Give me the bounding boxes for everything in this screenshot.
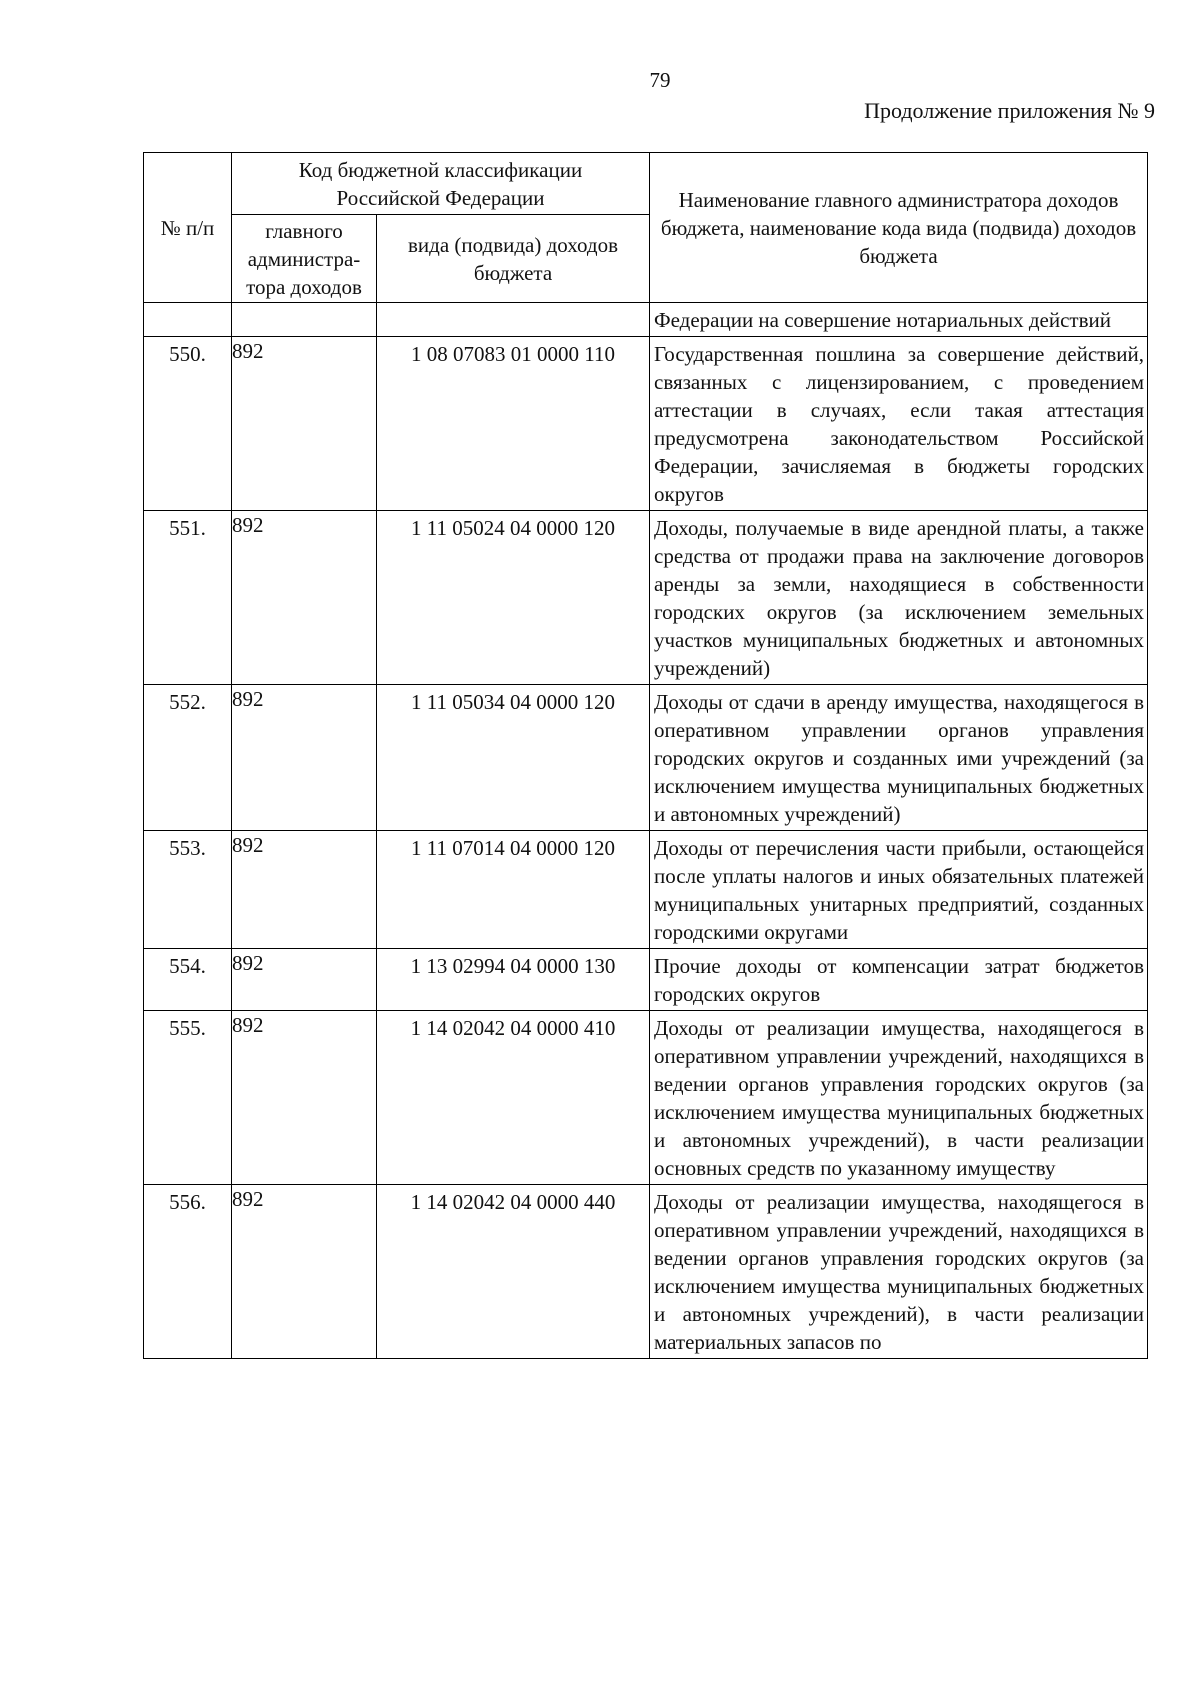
revenue-description: Федерации на совершение нотариальных действий (650, 303, 1148, 337)
header-name: Наименование главного администратора доходов бюджета, наименование кода вида (подвида) доходов бюджета (650, 153, 1148, 303)
table-row (144, 831, 1148, 949)
admin-code: 892 (232, 685, 377, 831)
header-code-group: Код бюджетной классификации Российской Федерации (232, 153, 650, 215)
revenue-description: Прочие доходы от компенсации затрат бюджетов городских округов (650, 949, 1148, 1011)
row-number (144, 303, 232, 337)
table-row (144, 303, 1148, 337)
admin-code: 892 (232, 831, 377, 949)
revenue-description: Доходы от перечисления части прибыли, остающейся после уплаты налогов и иных обязательных платежей муниципальных унитарных предприятий, созданных городскими округами (650, 831, 1148, 949)
table-row (144, 1011, 1148, 1185)
row-number: 556. (144, 1185, 232, 1359)
row-number: 554. (144, 949, 232, 1011)
header-admin: главного администра-тора доходов (232, 215, 377, 303)
revenue-description: Доходы от сдачи в аренду имущества, находящегося в оперативном управлении органов управления городских округов и созданных ими учреждений (за исключением имущества муниципальных бюджетных и автономных учреждений) (650, 685, 1148, 831)
table-row (144, 685, 1148, 831)
revenue-code: 1 08 07083 01 0000 110 (377, 337, 650, 511)
table-row (144, 337, 1148, 511)
revenue-code (377, 303, 650, 337)
page-number: 79 (649, 68, 671, 92)
continuation-title: Продолжение приложения № 9 (864, 98, 1155, 123)
table-row (144, 949, 1148, 1011)
admin-code: 892 (232, 511, 377, 685)
revenue-code: 1 11 07014 04 0000 120 (377, 831, 650, 949)
revenue-code: 1 14 02042 04 0000 440 (377, 1185, 650, 1359)
table-row (144, 511, 1148, 685)
revenue-description: Государственная пошлина за совершение действий, связанных с лицензированием, с проведением аттестации в случаях, если такая аттестация предусмотрена законодательством Российской Федерации, зачисляемая в бюджеты городских округов (650, 337, 1148, 511)
revenue-description: Доходы от реализации имущества, находящегося в оперативном управлении учреждений, находящихся в ведении органов управления городских округов (за исключением имущества муниципальных бюджетных и автономных учреждений), в части реализации материальных запасов по (650, 1185, 1148, 1359)
revenue-code: 1 14 02042 04 0000 410 (377, 1011, 650, 1185)
revenue-description: Доходы от реализации имущества, находящегося в оперативном управлении учреждений, находящихся в ведении органов управления городских округов (за исключением имущества муниципальных бюджетных и автономных учреждений), в части реализации основных средств по указанному имуществу (650, 1011, 1148, 1185)
admin-code: 892 (232, 949, 377, 1011)
revenue-code: 1 11 05024 04 0000 120 (377, 511, 650, 685)
header-num: № п/п (144, 153, 232, 303)
admin-code: 892 (232, 1011, 377, 1185)
budget-classification-table (143, 152, 1148, 1359)
row-number: 552. (144, 685, 232, 831)
row-number: 551. (144, 511, 232, 685)
revenue-code: 1 13 02994 04 0000 130 (377, 949, 650, 1011)
header-kind: вида (подвида) доходов бюджета (377, 215, 650, 303)
row-number: 553. (144, 831, 232, 949)
table-body (144, 303, 1148, 1359)
table-row (144, 1185, 1148, 1359)
revenue-code: 1 11 05034 04 0000 120 (377, 685, 650, 831)
admin-code (232, 303, 377, 337)
row-number: 550. (144, 337, 232, 511)
revenue-description: Доходы, получаемые в виде арендной платы, а также средства от продажи права на заключение договоров аренды за земли, находящиеся в собственности городских округов (за исключением земельных участков муниципальных бюджетных и автономных учреждений) (650, 511, 1148, 685)
admin-code: 892 (232, 1185, 377, 1359)
row-number: 555. (144, 1011, 232, 1185)
admin-code: 892 (232, 337, 377, 511)
